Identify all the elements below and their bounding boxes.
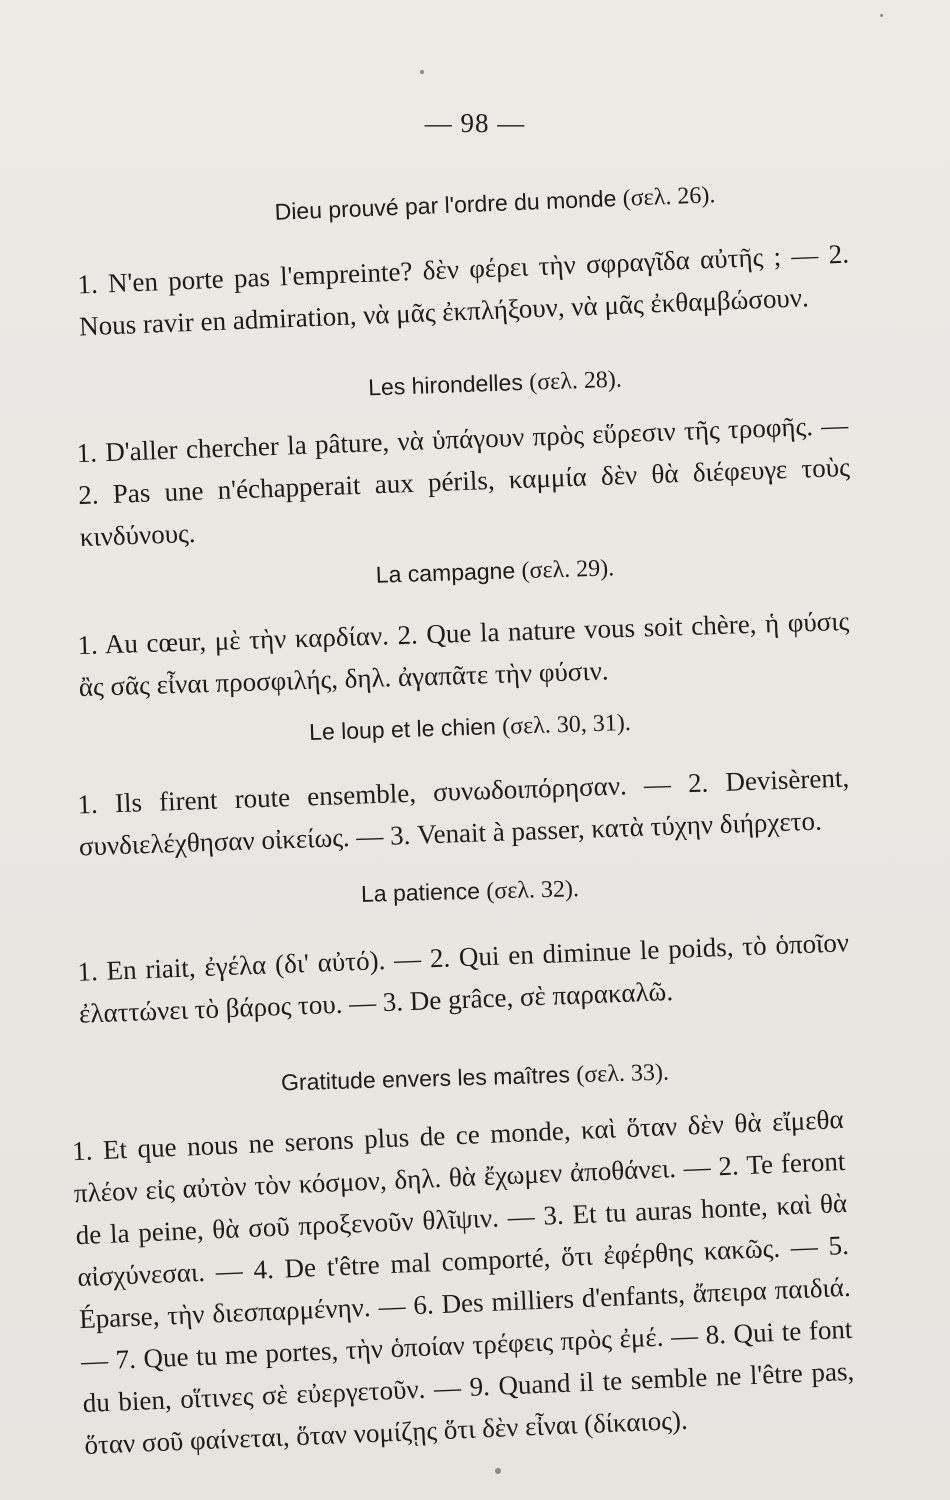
section-text: 1. Au cœur, μὲ τὴν καρδίαν. 2. Que la nature vous soit chère, ἡ φύσις ἂς σᾶς εἶναι προσφιλής, δηλ. ἀγαπᾶτε τὴν φύσιν. [77,605,850,703]
section-heading [0,1051,950,1106]
section-title: Les hirondelles [367,369,524,401]
section-title: Gratitude envers les maîtres [280,1061,571,1096]
section-text: 1. Ils firent route ensemble, συνωδοιπόρησαν. — 2. Devisèrent, συνδιελέχθησαν οἰκείως. — 3. Venait à passer, κατὰ τύχην διήρχετο. [76,762,850,862]
section-text: 1. N'en porte pas l'empreinte? δὲν φέρει τὴν σφραγῖδα αὐτῆς ; — 2. Nous ravir en admiration, νὰ μᾶς ἐκπλήξουν, νὰ μᾶς ἐκθαμβώσουν. [76,238,850,342]
scan-speck [420,70,424,74]
section-text: 1. Et que nous ne serons plus de ce monde, καὶ ὅταν δὲν θὰ εἴμεθα πλέον εἰς αὐτὸν τὸν κόσμον, δηλ. θὰ ἔχωμεν ἀποθάνει. — 2. Te feront de la peine, θὰ σοῦ προξενοῦν θλῖψιν. — 3. Et tu auras honte, καὶ θὰ αἰσχύνεσαι. — 4. De t'être mal comporté, ὅτι ἐφέρθης κακῶς. — 5. Éparse, τὴν διεσπαρμένην. — 6. Des milliers d'enfants, ἄπειρα παιδιά. — 7. Que tu me portes, τὴν ὁποίαν τρέφεις πρὸς ἐμέ. — 8. Qui te font du bien, οἵτινες σὲ εὐεργετοῦν. — 9. Quand il te semble ne l'être pas, ὅταν σοῦ φαίνεται, ὅταν νομίζῃς ὅτι δὲν εἶναι (δίκαιος). [71,1103,855,1461]
section-heading [0,865,950,918]
section-heading [0,699,950,757]
section-ref: (σελ. 30, 31). [501,709,632,740]
section-text: 1. D'aller chercher la pâture, νὰ ὑπάγουν πρὸς εὕρεσιν τῆς τροφῆς. — 2. Pas une n'échapperait aux périls, καμμία δὲν θὰ διέφευγε τοὺς κινδύνους. [76,409,851,553]
section-title: Le loup et le chien [308,713,497,746]
section-heading [40,172,950,236]
section-title: La campagne [375,557,516,588]
section-title: Dieu prouvé par l'ordre du monde [274,185,617,225]
section-ref: (σελ. 29). [521,555,615,585]
section-text: 1. En riait, ἐγέλα (δι' αὐτό). — 2. Qui en diminue le poids, τὸ ὁποῖον ἐλαττώνει τὸ βάρος του. — 3. De grâce, σὲ παρακαλῶ. [76,927,850,1029]
section-ref: (σελ. 33). [575,1059,670,1089]
page-number: — 98 — [424,108,526,138]
scan-speck [495,1468,501,1474]
section-ref: (σελ. 28). [528,366,623,396]
section-title: La patience [360,877,481,907]
section-ref: (σελ. 32). [485,876,580,905]
section-ref: (σελ. 26). [622,182,716,212]
scan-speck [880,14,883,17]
